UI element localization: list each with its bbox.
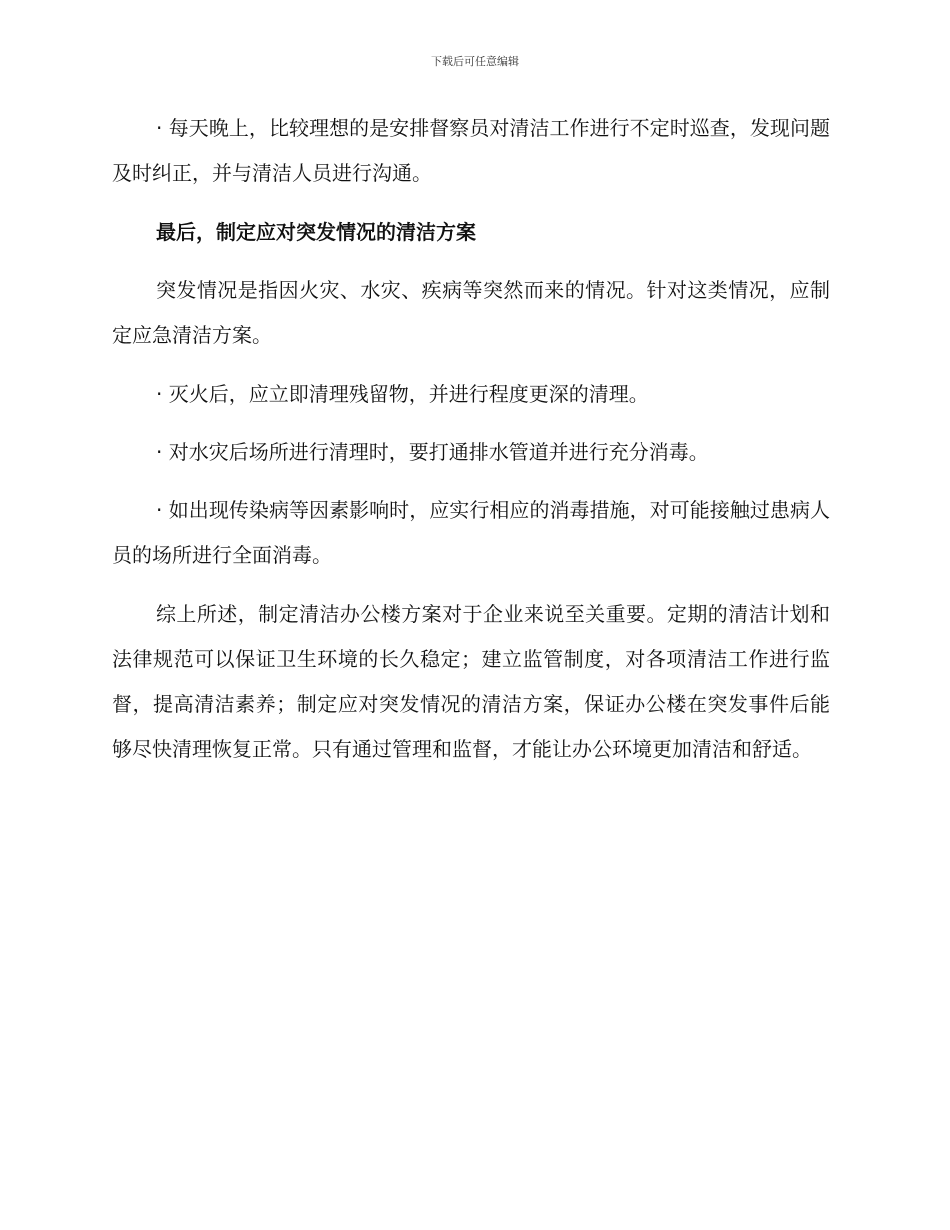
paragraph-conclusion: 综上所述，制定清洁办公楼方案对于企业来说至关重要。定期的清洁计划和法律规范可以保证卫生环境的长久稳定；建立监管制度，对各项清洁工作进行监督，提高清洁素养；制定应对突发情况的清洁方案，保证办公楼在突发事件后能够尽快清理恢复正常。只有通过管理和监督，才能让办公环境更加清洁和舒适。 [112, 602, 830, 761]
bullet-fire: · 灭火后，应立即清理残留物，并进行程度更深的清理。 [156, 382, 649, 406]
section-heading: 最后，制定应对突发情况的清洁方案 [156, 220, 476, 244]
paragraph-emergency-intro: 突发情况是指因火灾、水灾、疾病等突然而来的情况。针对这类情况，应制定应急清洁方案。 [112, 278, 830, 347]
bullet-flood: · 对水灾后场所进行清理时，要打通排水管道并进行充分消毒。 [156, 440, 709, 464]
bullet-infection: · 如出现传染病等因素影响时，应实行相应的消毒措施，对可能接触过患病人员的场所进行全面消毒。 [112, 498, 830, 567]
page-header-note: 下载后可任意编辑 [431, 55, 519, 68]
paragraph-night-inspection: · 每天晚上，比较理想的是安排督察员对清洁工作进行不定时巡查，发现问题及时纠正，并与清洁人员进行沟通。 [112, 116, 830, 185]
document-body [112, 106, 830, 786]
